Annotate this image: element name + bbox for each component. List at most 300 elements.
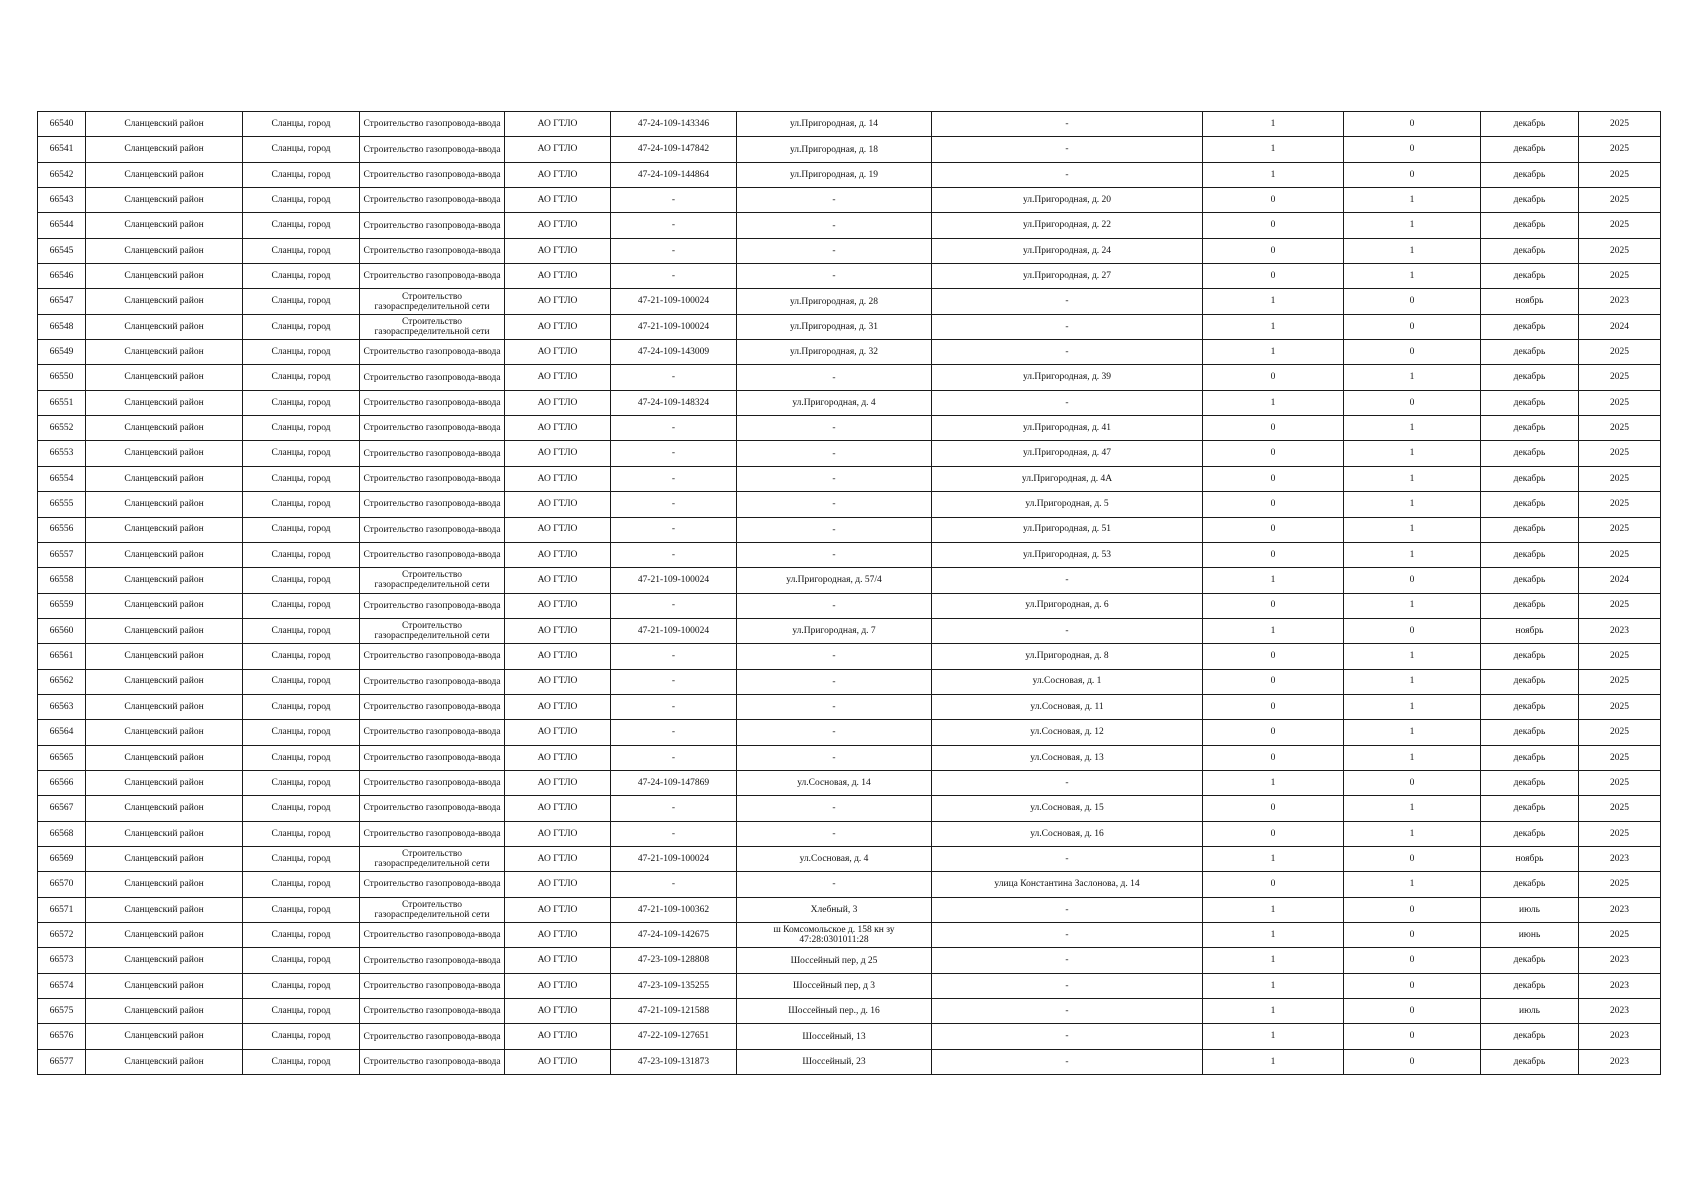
row-number-cell: 66541: [38, 137, 86, 162]
address-existing-cell: Шоссейный, 23: [737, 1049, 932, 1074]
count-b-cell: 1: [1344, 644, 1481, 669]
row-number-cell: 66567: [38, 796, 86, 821]
year-cell: 2025: [1579, 416, 1661, 441]
work-type-cell: Строительство газопровода-ввода: [360, 694, 505, 719]
address-existing-cell: Хлебный, 3: [737, 897, 932, 922]
address-planned-cell: -: [932, 137, 1203, 162]
row-number-cell: 66556: [38, 517, 86, 542]
row-number-cell: 66563: [38, 694, 86, 719]
district-cell: Сланцевский район: [86, 796, 243, 821]
locality-cell: Сланцы, город: [243, 973, 360, 998]
table-row: [38, 923, 1661, 948]
count-a-cell: 0: [1203, 492, 1344, 517]
locality-cell: Сланцы, город: [243, 897, 360, 922]
table-row: [38, 289, 1661, 314]
address-planned-cell: ул.Пригородная, д. 41: [932, 416, 1203, 441]
operator-cell: АО ГТЛО: [505, 188, 611, 213]
operator-cell: АО ГТЛО: [505, 770, 611, 795]
work-type-cell: Строительство газопровода-ввода: [360, 390, 505, 415]
locality-cell: Сланцы, город: [243, 948, 360, 973]
table-row: [38, 365, 1661, 390]
count-b-cell: 1: [1344, 745, 1481, 770]
count-b-cell: 1: [1344, 720, 1481, 745]
work-type-cell: Строительство газопровода-ввода: [360, 999, 505, 1024]
address-existing-cell: ул.Пригородная, д. 32: [737, 340, 932, 365]
address-existing-cell: -: [737, 517, 932, 542]
operator-cell: АО ГТЛО: [505, 796, 611, 821]
count-a-cell: 1: [1203, 897, 1344, 922]
row-number-cell: 66571: [38, 897, 86, 922]
count-a-cell: 0: [1203, 213, 1344, 238]
year-cell: 2023: [1579, 1049, 1661, 1074]
row-number-cell: 66542: [38, 162, 86, 187]
month-cell: декабрь: [1481, 340, 1579, 365]
year-cell: 2025: [1579, 188, 1661, 213]
year-cell: 2025: [1579, 644, 1661, 669]
table-row: [38, 999, 1661, 1024]
address-existing-cell: -: [737, 441, 932, 466]
operator-cell: АО ГТЛО: [505, 162, 611, 187]
locality-cell: Сланцы, город: [243, 390, 360, 415]
row-number-cell: 66573: [38, 948, 86, 973]
month-cell: декабрь: [1481, 720, 1579, 745]
work-type-cell: Строительство газопровода-ввода: [360, 466, 505, 491]
count-b-cell: 0: [1344, 770, 1481, 795]
address-planned-cell: -: [932, 948, 1203, 973]
registration-number-cell: -: [611, 466, 737, 491]
month-cell: декабрь: [1481, 694, 1579, 719]
operator-cell: АО ГТЛО: [505, 720, 611, 745]
year-cell: 2025: [1579, 770, 1661, 795]
registration-number-cell: -: [611, 593, 737, 618]
row-number-cell: 66572: [38, 923, 86, 948]
table-row: [38, 1049, 1661, 1074]
count-a-cell: 0: [1203, 872, 1344, 897]
district-cell: Сланцевский район: [86, 466, 243, 491]
address-existing-cell: ул.Пригородная, д. 57/4: [737, 568, 932, 593]
year-cell: 2025: [1579, 340, 1661, 365]
address-planned-cell: -: [932, 289, 1203, 314]
year-cell: 2025: [1579, 213, 1661, 238]
district-cell: Сланцевский район: [86, 897, 243, 922]
work-type-cell: Строительство газопровода-ввода: [360, 644, 505, 669]
district-cell: Сланцевский район: [86, 770, 243, 795]
registration-number-cell: -: [611, 416, 737, 441]
row-number-cell: 66545: [38, 238, 86, 263]
work-type-cell: Строительство газопровода-ввода: [360, 517, 505, 542]
operator-cell: АО ГТЛО: [505, 694, 611, 719]
work-type-cell: Строительство газопровода-ввода: [360, 238, 505, 263]
year-cell: 2025: [1579, 821, 1661, 846]
registration-number-cell: -: [611, 517, 737, 542]
row-number-cell: 66568: [38, 821, 86, 846]
registration-number-cell: 47-21-109-100024: [611, 618, 737, 643]
month-cell: декабрь: [1481, 745, 1579, 770]
district-cell: Сланцевский район: [86, 162, 243, 187]
year-cell: 2025: [1579, 441, 1661, 466]
row-number-cell: 66577: [38, 1049, 86, 1074]
year-cell: 2023: [1579, 846, 1661, 871]
row-number-cell: 66543: [38, 188, 86, 213]
work-type-cell: Строительство газопровода-ввода: [360, 365, 505, 390]
operator-cell: АО ГТЛО: [505, 872, 611, 897]
month-cell: декабрь: [1481, 517, 1579, 542]
year-cell: 2024: [1579, 314, 1661, 339]
district-cell: Сланцевский район: [86, 340, 243, 365]
address-existing-cell: -: [737, 492, 932, 517]
address-planned-cell: -: [932, 112, 1203, 137]
table-row: [38, 897, 1661, 922]
registration-number-cell: -: [611, 745, 737, 770]
address-existing-cell: ул.Пригородная, д. 7: [737, 618, 932, 643]
locality-cell: Сланцы, город: [243, 872, 360, 897]
row-number-cell: 66576: [38, 1024, 86, 1049]
month-cell: декабрь: [1481, 314, 1579, 339]
table-row: [38, 314, 1661, 339]
row-number-cell: 66546: [38, 264, 86, 289]
year-cell: 2025: [1579, 162, 1661, 187]
table-row: [38, 1024, 1661, 1049]
district-cell: Сланцевский район: [86, 618, 243, 643]
count-b-cell: 1: [1344, 542, 1481, 567]
count-b-cell: 0: [1344, 289, 1481, 314]
address-planned-cell: ул.Сосновая, д. 16: [932, 821, 1203, 846]
locality-cell: Сланцы, город: [243, 112, 360, 137]
operator-cell: АО ГТЛО: [505, 948, 611, 973]
work-type-cell: Строительство газопровода-ввода: [360, 923, 505, 948]
count-b-cell: 0: [1344, 618, 1481, 643]
district-cell: Сланцевский район: [86, 694, 243, 719]
locality-cell: Сланцы, город: [243, 1049, 360, 1074]
registration-number-cell: 47-21-109-100024: [611, 289, 737, 314]
district-cell: Сланцевский район: [86, 314, 243, 339]
month-cell: декабрь: [1481, 188, 1579, 213]
table-row: [38, 390, 1661, 415]
month-cell: декабрь: [1481, 770, 1579, 795]
count-a-cell: 0: [1203, 796, 1344, 821]
district-cell: Сланцевский район: [86, 416, 243, 441]
count-a-cell: 0: [1203, 188, 1344, 213]
operator-cell: АО ГТЛО: [505, 416, 611, 441]
work-type-cell: Строительство газопровода-ввода: [360, 973, 505, 998]
address-planned-cell: -: [932, 1024, 1203, 1049]
work-type-cell: Строительство газопровода-ввода: [360, 188, 505, 213]
registration-number-cell: 47-24-109-142675: [611, 923, 737, 948]
district-cell: Сланцевский район: [86, 973, 243, 998]
row-number-cell: 66575: [38, 999, 86, 1024]
operator-cell: АО ГТЛО: [505, 897, 611, 922]
locality-cell: Сланцы, город: [243, 289, 360, 314]
month-cell: декабрь: [1481, 365, 1579, 390]
year-cell: 2025: [1579, 669, 1661, 694]
address-planned-cell: -: [932, 846, 1203, 871]
table-row: [38, 796, 1661, 821]
row-number-cell: 66562: [38, 669, 86, 694]
work-type-cell: Строительство газораспределительной сети: [360, 618, 505, 643]
address-existing-cell: -: [737, 238, 932, 263]
address-existing-cell: -: [737, 720, 932, 745]
address-planned-cell: ул.Пригородная, д. 20: [932, 188, 1203, 213]
work-type-cell: Строительство газораспределительной сети: [360, 846, 505, 871]
address-existing-cell: ул.Пригородная, д. 14: [737, 112, 932, 137]
locality-cell: Сланцы, город: [243, 720, 360, 745]
table-body: [38, 112, 1661, 1075]
district-cell: Сланцевский район: [86, 593, 243, 618]
count-a-cell: 1: [1203, 999, 1344, 1024]
operator-cell: АО ГТЛО: [505, 390, 611, 415]
count-b-cell: 0: [1344, 340, 1481, 365]
registration-number-cell: -: [611, 238, 737, 263]
address-existing-cell: -: [737, 593, 932, 618]
locality-cell: Сланцы, город: [243, 821, 360, 846]
operator-cell: АО ГТЛО: [505, 568, 611, 593]
year-cell: 2025: [1579, 466, 1661, 491]
count-b-cell: 0: [1344, 999, 1481, 1024]
work-type-cell: Строительство газопровода-ввода: [360, 213, 505, 238]
registration-number-cell: -: [611, 796, 737, 821]
registration-number-cell: -: [611, 492, 737, 517]
registration-number-cell: 47-21-109-121588: [611, 999, 737, 1024]
count-a-cell: 0: [1203, 238, 1344, 263]
locality-cell: Сланцы, город: [243, 669, 360, 694]
count-b-cell: 0: [1344, 112, 1481, 137]
registration-number-cell: 47-23-109-135255: [611, 973, 737, 998]
registration-number-cell: 47-21-109-100362: [611, 897, 737, 922]
month-cell: декабрь: [1481, 441, 1579, 466]
count-b-cell: 1: [1344, 416, 1481, 441]
district-cell: Сланцевский район: [86, 872, 243, 897]
address-planned-cell: ул.Пригородная, д. 6: [932, 593, 1203, 618]
registration-number-cell: -: [611, 188, 737, 213]
address-planned-cell: ул.Пригородная, д. 51: [932, 517, 1203, 542]
month-cell: декабрь: [1481, 593, 1579, 618]
table-row: [38, 416, 1661, 441]
year-cell: 2025: [1579, 238, 1661, 263]
registration-number-cell: 47-24-109-147842: [611, 137, 737, 162]
address-planned-cell: ул.Сосновая, д. 12: [932, 720, 1203, 745]
operator-cell: АО ГТЛО: [505, 923, 611, 948]
locality-cell: Сланцы, город: [243, 923, 360, 948]
locality-cell: Сланцы, город: [243, 694, 360, 719]
table-row: [38, 137, 1661, 162]
year-cell: 2025: [1579, 593, 1661, 618]
address-planned-cell: -: [932, 999, 1203, 1024]
row-number-cell: 66565: [38, 745, 86, 770]
registration-number-cell: -: [611, 644, 737, 669]
count-a-cell: 1: [1203, 568, 1344, 593]
count-b-cell: 0: [1344, 846, 1481, 871]
address-existing-cell: -: [737, 542, 932, 567]
count-a-cell: 0: [1203, 264, 1344, 289]
month-cell: декабрь: [1481, 162, 1579, 187]
district-cell: Сланцевский район: [86, 923, 243, 948]
address-existing-cell: -: [737, 213, 932, 238]
locality-cell: Сланцы, город: [243, 213, 360, 238]
district-cell: Сланцевский район: [86, 720, 243, 745]
registration-number-cell: 47-21-109-100024: [611, 314, 737, 339]
operator-cell: АО ГТЛО: [505, 213, 611, 238]
table-row: [38, 542, 1661, 567]
work-type-cell: Строительство газопровода-ввода: [360, 872, 505, 897]
district-cell: Сланцевский район: [86, 365, 243, 390]
operator-cell: АО ГТЛО: [505, 289, 611, 314]
year-cell: 2023: [1579, 999, 1661, 1024]
table-row: [38, 593, 1661, 618]
count-b-cell: 1: [1344, 466, 1481, 491]
address-existing-cell: -: [737, 745, 932, 770]
address-existing-cell: -: [737, 821, 932, 846]
locality-cell: Сланцы, город: [243, 416, 360, 441]
address-planned-cell: ул.Пригородная, д. 22: [932, 213, 1203, 238]
year-cell: 2025: [1579, 390, 1661, 415]
work-type-cell: Строительство газопровода-ввода: [360, 441, 505, 466]
month-cell: ноябрь: [1481, 289, 1579, 314]
address-existing-cell: ул.Пригородная, д. 18: [737, 137, 932, 162]
count-a-cell: 1: [1203, 340, 1344, 365]
address-planned-cell: -: [932, 1049, 1203, 1074]
locality-cell: Сланцы, город: [243, 238, 360, 263]
address-planned-cell: ул.Сосновая, д. 11: [932, 694, 1203, 719]
year-cell: 2023: [1579, 973, 1661, 998]
count-a-cell: 0: [1203, 593, 1344, 618]
table-row: [38, 441, 1661, 466]
count-b-cell: 1: [1344, 264, 1481, 289]
table-row: [38, 720, 1661, 745]
address-existing-cell: ул.Пригородная, д. 31: [737, 314, 932, 339]
year-cell: 2025: [1579, 796, 1661, 821]
operator-cell: АО ГТЛО: [505, 340, 611, 365]
operator-cell: АО ГТЛО: [505, 365, 611, 390]
table-row: [38, 948, 1661, 973]
locality-cell: Сланцы, город: [243, 593, 360, 618]
locality-cell: Сланцы, город: [243, 314, 360, 339]
count-b-cell: 0: [1344, 948, 1481, 973]
table-row: [38, 644, 1661, 669]
registration-number-cell: 47-24-109-143346: [611, 112, 737, 137]
table-row: [38, 872, 1661, 897]
work-type-cell: Строительство газораспределительной сети: [360, 897, 505, 922]
year-cell: 2025: [1579, 365, 1661, 390]
table-row: [38, 846, 1661, 871]
operator-cell: АО ГТЛО: [505, 492, 611, 517]
address-planned-cell: -: [932, 340, 1203, 365]
row-number-cell: 66551: [38, 390, 86, 415]
locality-cell: Сланцы, город: [243, 796, 360, 821]
address-planned-cell: ул.Пригородная, д. 5: [932, 492, 1203, 517]
count-b-cell: 1: [1344, 213, 1481, 238]
year-cell: 2023: [1579, 897, 1661, 922]
month-cell: декабрь: [1481, 872, 1579, 897]
address-planned-cell: ул.Пригородная, д. 27: [932, 264, 1203, 289]
row-number-cell: 66558: [38, 568, 86, 593]
address-planned-cell: -: [932, 162, 1203, 187]
operator-cell: АО ГТЛО: [505, 1024, 611, 1049]
table-row: [38, 618, 1661, 643]
count-a-cell: 1: [1203, 846, 1344, 871]
registration-number-cell: -: [611, 694, 737, 719]
registration-number-cell: 47-21-109-100024: [611, 568, 737, 593]
district-cell: Сланцевский район: [86, 821, 243, 846]
address-existing-cell: -: [737, 188, 932, 213]
district-cell: Сланцевский район: [86, 137, 243, 162]
address-existing-cell: -: [737, 872, 932, 897]
count-b-cell: 0: [1344, 973, 1481, 998]
month-cell: декабрь: [1481, 1049, 1579, 1074]
district-cell: Сланцевский район: [86, 492, 243, 517]
count-b-cell: 1: [1344, 821, 1481, 846]
work-type-cell: Строительство газопровода-ввода: [360, 162, 505, 187]
table-row: [38, 821, 1661, 846]
operator-cell: АО ГТЛО: [505, 745, 611, 770]
operator-cell: АО ГТЛО: [505, 618, 611, 643]
row-number-cell: 66547: [38, 289, 86, 314]
locality-cell: Сланцы, город: [243, 340, 360, 365]
work-type-cell: Строительство газопровода-ввода: [360, 1049, 505, 1074]
registration-number-cell: 47-24-109-143009: [611, 340, 737, 365]
address-existing-cell: -: [737, 796, 932, 821]
row-number-cell: 66574: [38, 973, 86, 998]
locality-cell: Сланцы, город: [243, 1024, 360, 1049]
district-cell: Сланцевский район: [86, 999, 243, 1024]
operator-cell: АО ГТЛО: [505, 466, 611, 491]
district-cell: Сланцевский район: [86, 390, 243, 415]
table-row: [38, 112, 1661, 137]
count-a-cell: 1: [1203, 162, 1344, 187]
locality-cell: Сланцы, город: [243, 568, 360, 593]
row-number-cell: 66550: [38, 365, 86, 390]
year-cell: 2023: [1579, 948, 1661, 973]
row-number-cell: 66559: [38, 593, 86, 618]
locality-cell: Сланцы, город: [243, 162, 360, 187]
address-existing-cell: -: [737, 694, 932, 719]
count-b-cell: 1: [1344, 694, 1481, 719]
registration-number-cell: 47-21-109-100024: [611, 846, 737, 871]
row-number-cell: 66566: [38, 770, 86, 795]
table-row: [38, 238, 1661, 263]
registration-number-cell: -: [611, 264, 737, 289]
row-number-cell: 66560: [38, 618, 86, 643]
address-existing-cell: Шоссейный пер., д. 16: [737, 999, 932, 1024]
registration-number-cell: -: [611, 441, 737, 466]
count-a-cell: 0: [1203, 441, 1344, 466]
address-planned-cell: ул.Сосновая, д. 13: [932, 745, 1203, 770]
month-cell: декабрь: [1481, 213, 1579, 238]
table-row: [38, 694, 1661, 719]
month-cell: декабрь: [1481, 948, 1579, 973]
locality-cell: Сланцы, город: [243, 517, 360, 542]
month-cell: ноябрь: [1481, 846, 1579, 871]
work-type-cell: Строительство газораспределительной сети: [360, 568, 505, 593]
count-b-cell: 0: [1344, 1024, 1481, 1049]
work-type-cell: Строительство газопровода-ввода: [360, 112, 505, 137]
locality-cell: Сланцы, город: [243, 644, 360, 669]
table-row: [38, 213, 1661, 238]
district-cell: Сланцевский район: [86, 948, 243, 973]
locality-cell: Сланцы, город: [243, 542, 360, 567]
table-row: [38, 517, 1661, 542]
locality-cell: Сланцы, город: [243, 846, 360, 871]
work-type-cell: Строительство газопровода-ввода: [360, 593, 505, 618]
row-number-cell: 66553: [38, 441, 86, 466]
district-cell: Сланцевский район: [86, 112, 243, 137]
row-number-cell: 66552: [38, 416, 86, 441]
table-row: [38, 568, 1661, 593]
address-planned-cell: ул.Пригородная, д. 47: [932, 441, 1203, 466]
address-existing-cell: ул.Пригородная, д. 19: [737, 162, 932, 187]
work-type-cell: Строительство газопровода-ввода: [360, 542, 505, 567]
operator-cell: АО ГТЛО: [505, 644, 611, 669]
registration-number-cell: -: [611, 213, 737, 238]
